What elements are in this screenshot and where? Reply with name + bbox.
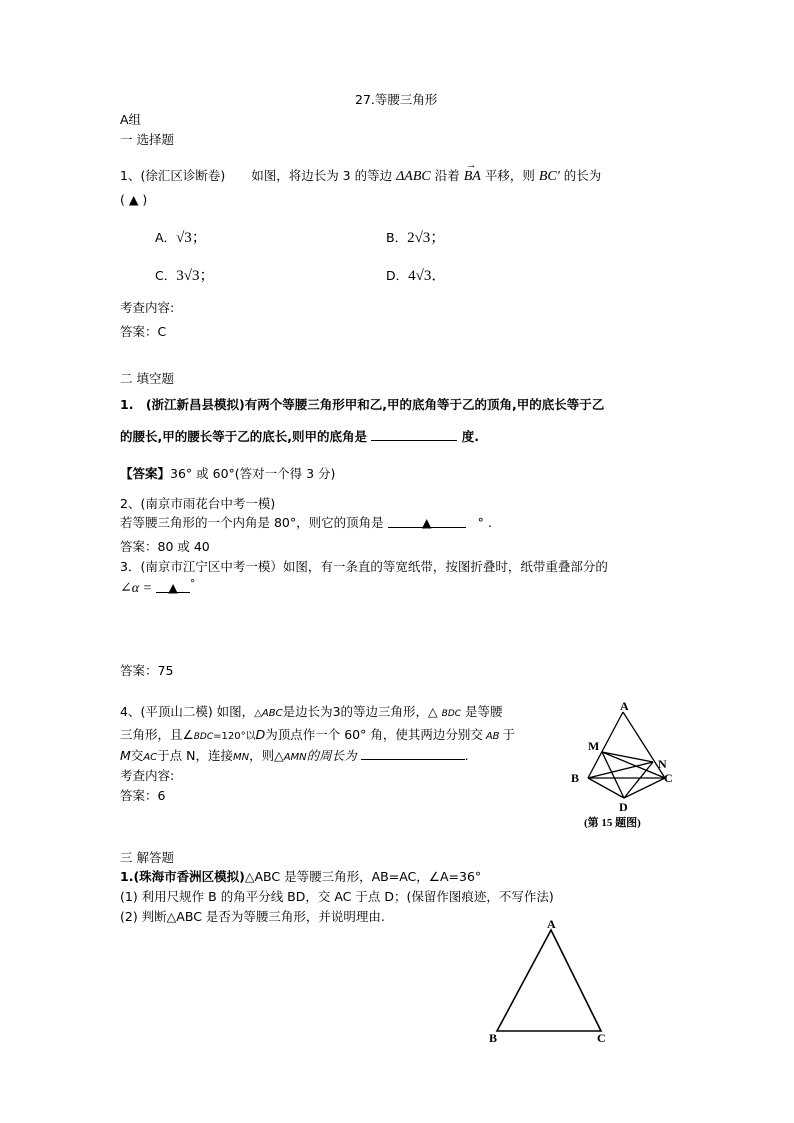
group-label: A组 (120, 112, 142, 127)
s1-q1-vector: → BA (463, 159, 481, 184)
s1-q1-seg: BC' (538, 169, 560, 184)
s2-q3-line2: ∠α = ▲ ° (120, 578, 196, 597)
s1-q1-line1 (120, 159, 602, 185)
s2-q1-source: (浙江新昌县模拟) (145, 397, 245, 412)
s2-q3-blank[interactable]: ▲ (156, 580, 190, 593)
s2-q2-answer: 答案：80 或 40 (120, 539, 210, 554)
s1-q1-paren: ( ▲ ) (120, 192, 148, 207)
s1-q1-option-b: B．2√3； (386, 230, 446, 246)
fig4-label-c: C (664, 771, 673, 785)
s2-q1-line2: 的腰长,甲的腰长等于乙的底长,则甲的底角是 度. (120, 429, 479, 444)
fig4-label-n: N (658, 757, 667, 771)
s2-q1-blank[interactable] (371, 428, 457, 441)
s1-q1-content-label: 考查内容: (120, 300, 175, 315)
s3-q1-figure (484, 915, 614, 1050)
s1-q1-option-d: D．4√3． (386, 268, 447, 284)
s1-q1-option-a: A．√3； (155, 230, 207, 246)
s2-q1-line1: 1. (浙江新昌县模拟)有两个等腰三角形甲和乙,甲的底角等于乙的顶角,甲的底长等于乙 (120, 397, 605, 412)
s2-q4-content-label: 考查内容: (120, 768, 175, 783)
s2-q3-answer: 答案：75 (120, 663, 174, 678)
section2-heading: 二 填空题 (120, 371, 174, 386)
s1-q1-text-d: 的长为 (563, 168, 602, 183)
s2-q1-answer: 【答案】36° 或 60°(答对一个得 3 分) (120, 466, 336, 481)
s3-q1-source: (珠海市香洲区模拟) (133, 869, 245, 884)
s1-q1-text-b: 沿着 (434, 168, 460, 183)
section1-heading: 一 选择题 (120, 132, 174, 147)
s2-q4-blank[interactable] (361, 747, 465, 760)
fig4-label-m: M (588, 739, 600, 753)
s2-q2-blank[interactable]: ▲ (388, 515, 466, 528)
s3-q1-sub1: (1) 利用尺规作 B 的角平分线 BD，交 AC 于点 D；(保留作图痕迹，不写作法) (120, 889, 554, 904)
vector-arrow-icon: → (465, 159, 477, 171)
section3-heading: 三 解答题 (120, 850, 174, 865)
s2-q4-figure (566, 700, 686, 835)
s1-q1-tri: ΔABC (396, 169, 431, 184)
fig4-caption: (第 15 题图) (584, 817, 641, 829)
fig4-line-dm (602, 752, 624, 798)
s1-q1-option-c: C．3√3； (155, 268, 215, 284)
s1-q1-answer: 答案：C (120, 324, 167, 339)
s2-q4-line1: 4、(平顶山二模) 如图，△ABC是边长为3的等边三角形，△ BDC 是等腰 (120, 704, 503, 719)
fig-triangle-abc (497, 930, 601, 1031)
fig4-line-mn (602, 752, 653, 762)
s1-q1-text-c: 平移，则 (484, 168, 535, 183)
s2-q2-line: 若等腰三角形的一个内角是 80°，则它的顶角是 ▲ ° . (120, 515, 492, 530)
fig3-label-b: B (489, 1031, 498, 1045)
fig4-line-mc (602, 752, 665, 778)
s2-q4-line2: 三角形，且∠BDC=120°以D为顶点作一个 60° 角，使其两边分别交 AB 于 (120, 727, 516, 742)
s1-q1-source: 1、(徐汇区诊断卷) (120, 168, 226, 183)
s2-q2-source: 2、(南京市雨花台中考一模) (120, 496, 276, 511)
fig4-line-bn (588, 762, 653, 778)
fig4-label-d: D (619, 800, 628, 814)
s2-q4-answer: 答案：6 (120, 788, 166, 803)
fig3-label-c: C (597, 1031, 606, 1045)
s1-q1-text-a: 如图，将边长为 3 的等边 (251, 168, 393, 183)
s3-q1-sub2: (2) 判断△ABC 是否为等腰三角形，并说明理由. (120, 909, 385, 924)
fig4-side-cd (624, 778, 665, 798)
s3-q1-line: 1.(珠海市香洲区模拟)△ABC 是等腰三角形，AB=AC，∠A=36° (120, 869, 482, 884)
s2-q4-line3: M交AC于点 N，连接MN，则△AMN的周长为 . (120, 748, 469, 763)
fig3-label-a: A (547, 917, 556, 931)
fig4-label-a: A (620, 700, 629, 713)
page-title: 27.等腰三角形 (355, 92, 438, 107)
fig4-label-b: B (571, 771, 580, 785)
s2-q3-line1: 3．(南京市江宁区中考一模）如图，有一条直的等宽纸带，按图折叠时，纸带重叠部分的 (120, 559, 608, 574)
